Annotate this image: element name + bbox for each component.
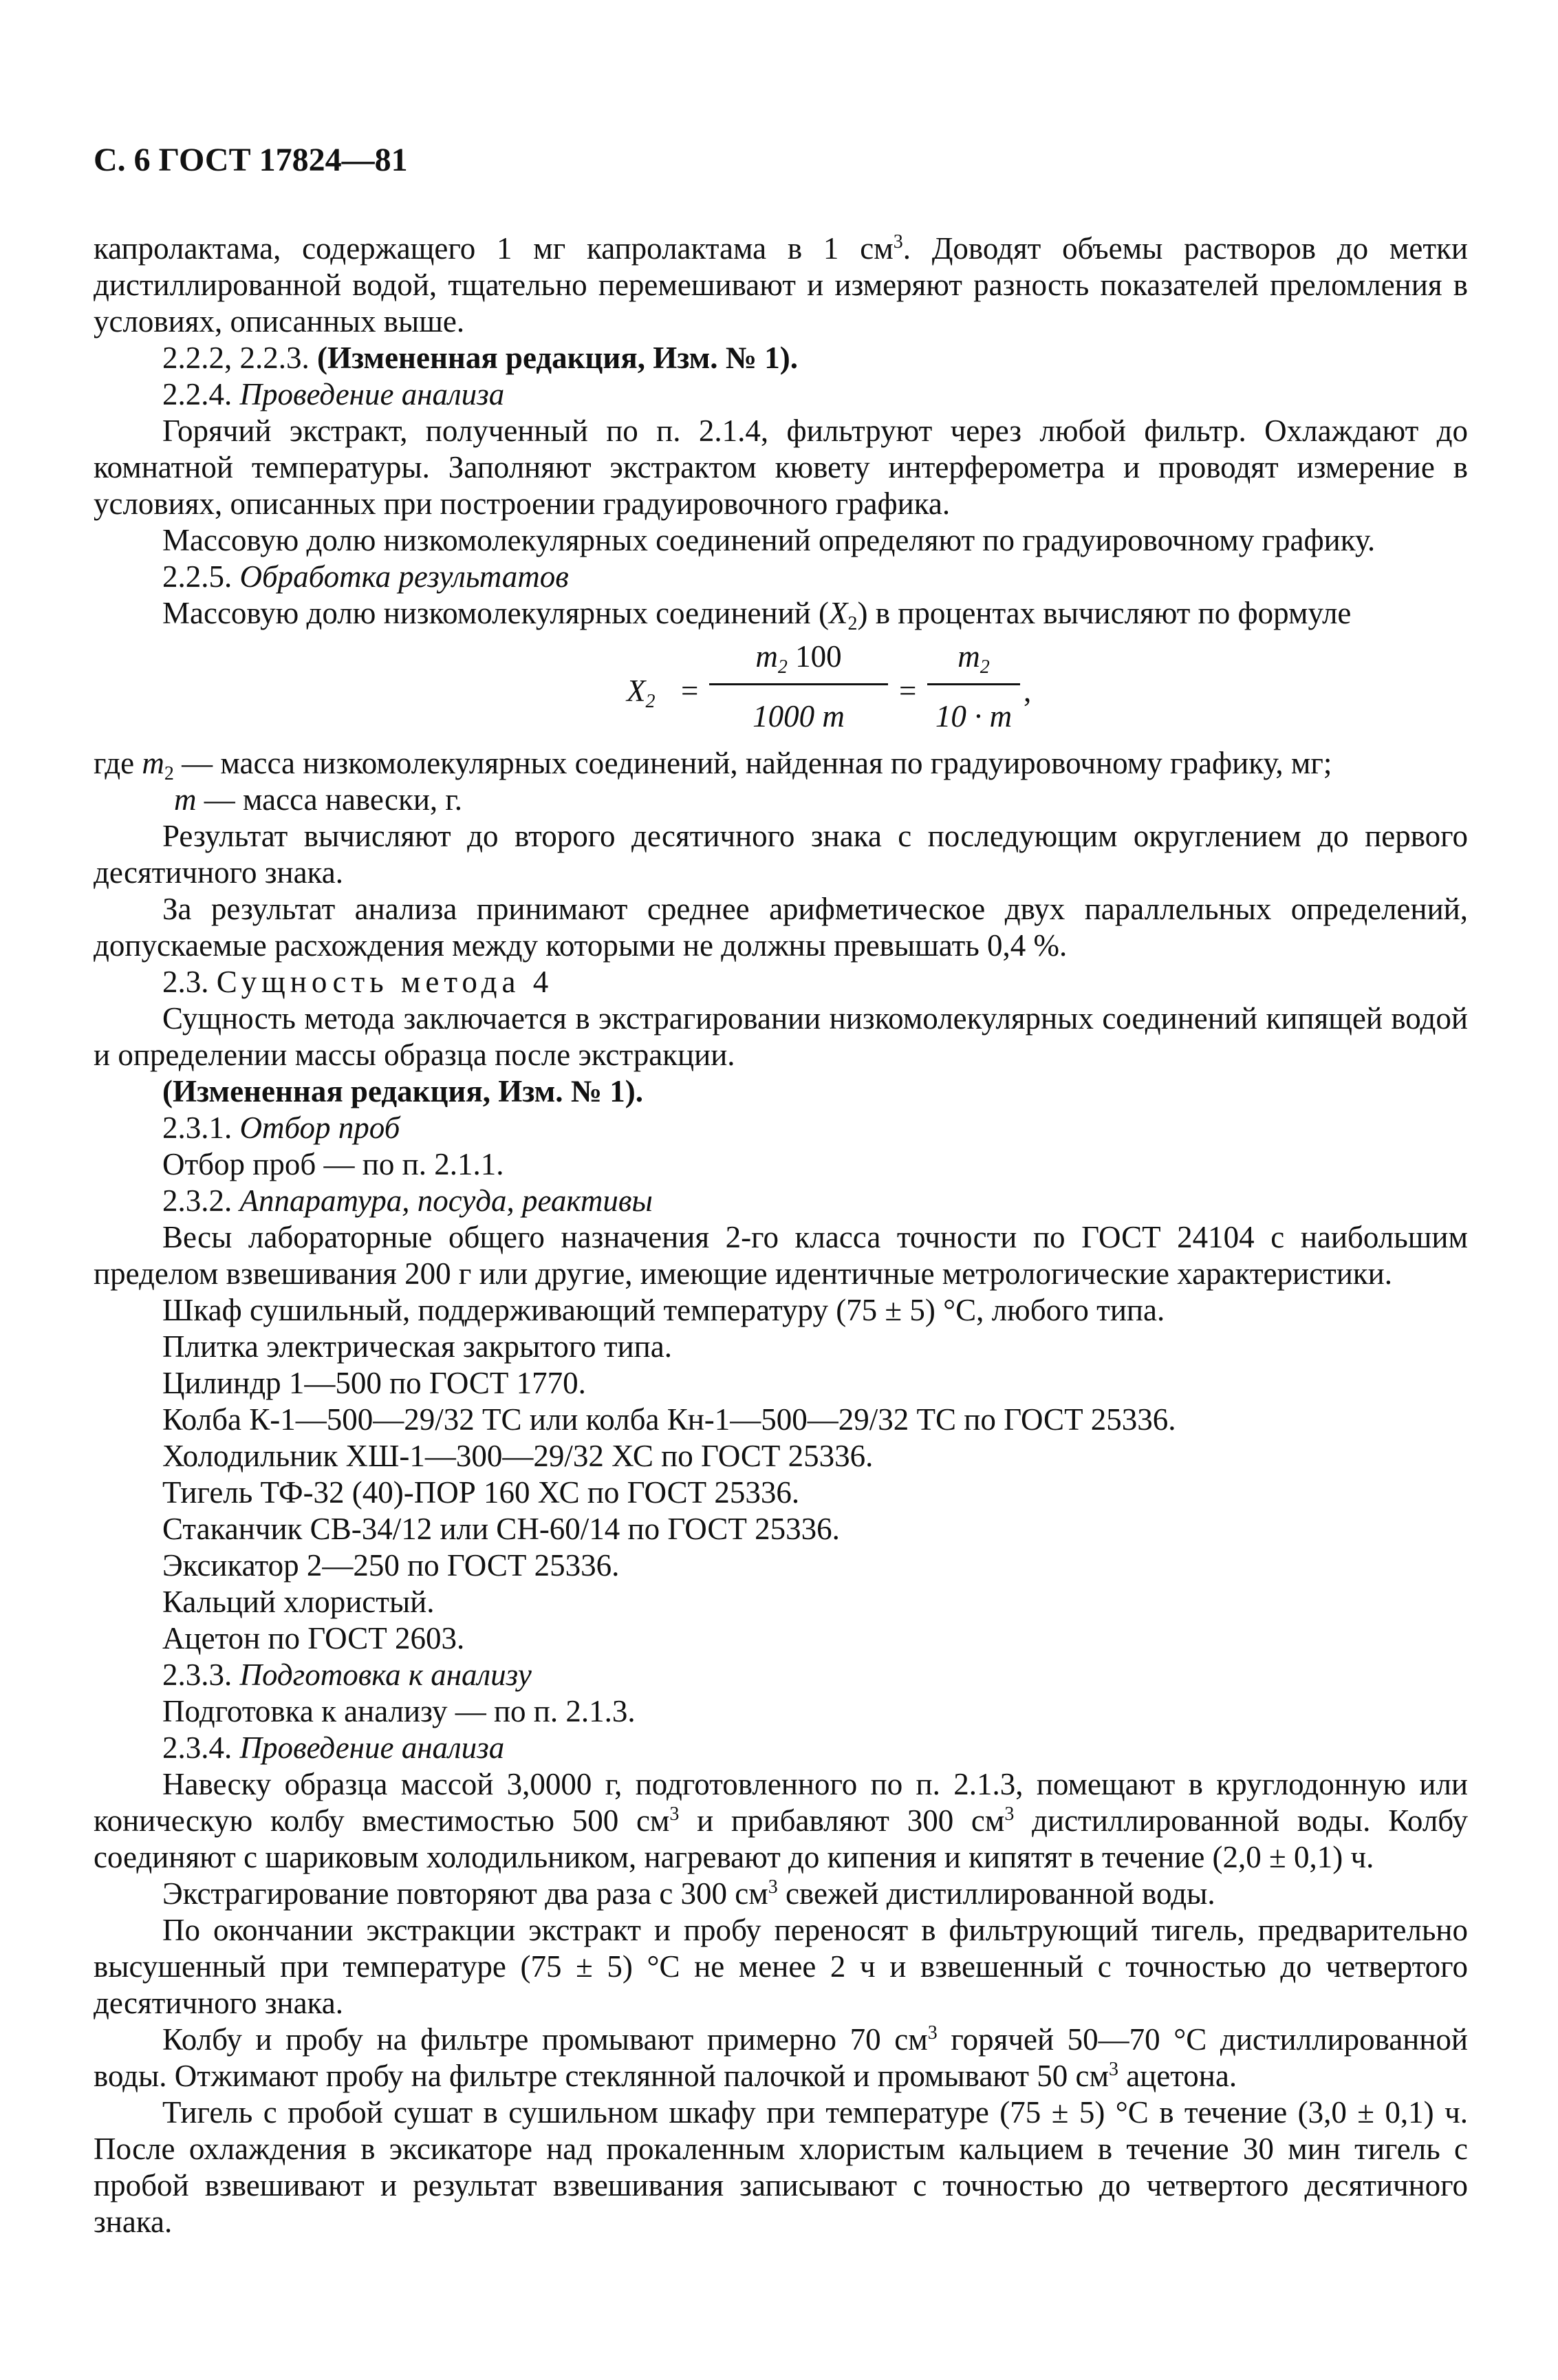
section-heading: 2.3. Сущность метода 4 [162,965,554,999]
list-item: Ацетон по ГОСТ 2603. [162,1621,465,1655]
paragraph: Сущность метода заключается в экстрагировании низкомолекулярных соединений кипящей водой и определении массы образца после экстракции. [94,1001,1468,1072]
list-item: Цилиндр 1—500 по ГОСТ 1770. [162,1366,586,1400]
page-header: С. 6 ГОСТ 17824—81 [94,142,408,178]
section-heading: 2.3.3. Подготовка к анализу [162,1658,532,1692]
formula-equals: = [899,674,917,708]
section-heading: 2.3.4. Проведение анализа [162,1730,505,1765]
list-item: Холодильник ХШ-1—300—29/32 ХС по ГОСТ 25336. [162,1439,874,1473]
paragraph: Результат вычисляют до второго десятичного знака с последующим округлением до первого десятичного знака. [94,819,1468,890]
fraction-numerator: $m_2$ [957,639,990,678]
paragraph: Массовую долю низкомолекулярных соединений $(X_2)$ в процентах вычисляют по формуле [162,596,1352,634]
paragraph: Колбу и пробу на фильтре промывают примерно 70 $см^3$ горячей 50—70 °С дистиллированной воды. Отжимают пробу на фильтре стеклянной палочкой и промывают 50 $см^3$ ацетона. [94,2022,1468,2093]
paragraph: капролактама, содержащего 1 мг капролактама в 1 $см^3$. Доводят объемы растворов до метки дистиллированной водой, тщательно перемешивают и измеряют разность показателей преломления в условиях, описанных выше. [94,231,1468,339]
section-heading: 2.3.2. Аппаратура, посуда, реактивы [162,1183,653,1218]
amendment-note: (Измененная редакция, Изм. № 1). [162,1074,644,1108]
section-heading: 2.2.4. Проведение анализа [162,377,505,411]
paragraph: Отбор проб — по п. 2.1.1. [162,1147,504,1181]
variable-definition: где $m_2$ — масса низкомолекулярных соединений, найденная по градуировочному графику, мг; [94,746,1332,784]
fraction-denominator: 10 · m [935,699,1013,733]
fraction-bar [927,683,1020,685]
list-item: Колба К-1—500—29/32 ТС или колба Кн-1—500—29/32 ТС по ГОСТ 25336. [162,1402,1176,1437]
paragraph: Навеску образца массой 3,0000 г, подготовленного по п. 2.1.3, помещают в круглодонную или коническую колбу вместимостью 500 $см^3$ и прибавляют 300 $см^3$ дистиллированной воды. Колбу соединяют с шариковым холодильником, нагревают до кипения и кипятят в течение (2,0 ± 0,1) ч. [94,1767,1468,1874]
paragraph: Тигель с пробой сушат в сушильном шкафу при температуре (75 ± 5) °С в течение (3,0 ± 0,1) ч. После охлаждения в эксикаторе над прокаленным хлористым кальцием в течение 30 мин тигель с пробой взвешивают и результат взвешивания записывают с точностью до четвертого десятичного знака. [94,2095,1468,2239]
formula-fraction-2 [927,635,1020,738]
fraction-numerator: $m_2$ 100 [755,639,842,678]
paragraph: Весы лабораторные общего назначения 2-го класса точности по ГОСТ 24104 с наибольшим пределом взвешивания 200 г или другие, имеющие идентичные метрологические характеристики. [94,1220,1468,1291]
formula-equals: = [681,674,699,708]
paragraph: Экстрагирование повторяют два раза с 300 $см^3$ свежей дистиллированной воды. [162,1876,1215,1911]
formula [94,635,1468,745]
paragraph: Массовую долю низкомолекулярных соединений определяют по градуировочному графику. [162,523,1376,557]
list-item: Стаканчик СВ-34/12 или СН-60/14 по ГОСТ 25336. [162,1512,840,1546]
fraction-bar [709,683,888,685]
section-heading: 2.2.2, 2.2.3. (Измененная редакция, Изм. № 1). [162,341,799,375]
formula-lhs: $X_2$ [627,674,656,712]
fraction-denominator: 1000 m [753,699,845,733]
section-heading: 2.2.5. Обработка результатов [162,559,569,594]
paragraph: Горячий экстракт, полученный по п. 2.1.4, фильтруют через любой фильтр. Охлаждают до комнатной температуры. Заполняют экстрактом кювету интерферометра и проводят измерение в условиях, описанных при построении градуировочного графика. [94,414,1468,521]
list-item: Плитка электрическая закрытого типа. [162,1329,672,1364]
list-item: Кальций хлористый. [162,1585,435,1619]
paragraph: Подготовка к анализу — по п. 2.1.3. [162,1694,636,1728]
list-item: Шкаф сушильный, поддерживающий температуру (75 ± 5) °С, любого типа. [162,1293,1165,1327]
formula-fraction-1 [709,635,888,738]
list-item: Тигель ТФ-32 (40)-ПОР 160 ХС по ГОСТ 25336. [162,1475,800,1510]
section-heading: 2.3.1. Отбор проб [162,1111,400,1145]
variable-definition: m — масса навески, г. [174,782,463,817]
document-body [94,231,1468,2240]
paragraph: По окончании экстракции экстракт и пробу переносят в фильтрующий тигель, предварительно высушенный при температуре (75 ± 5) °С не менее 2 ч и взвешенный с точностью до четвертого десятичного знака. [94,1913,1468,2020]
paragraph: За результат анализа принимают среднее арифметическое двух параллельных определений, допускаемые расхождения между которыми не должны превышать 0,4 %. [94,892,1468,963]
list-item: Эксикатор 2—250 по ГОСТ 25336. [162,1548,620,1583]
formula-comma: , [1024,674,1032,708]
